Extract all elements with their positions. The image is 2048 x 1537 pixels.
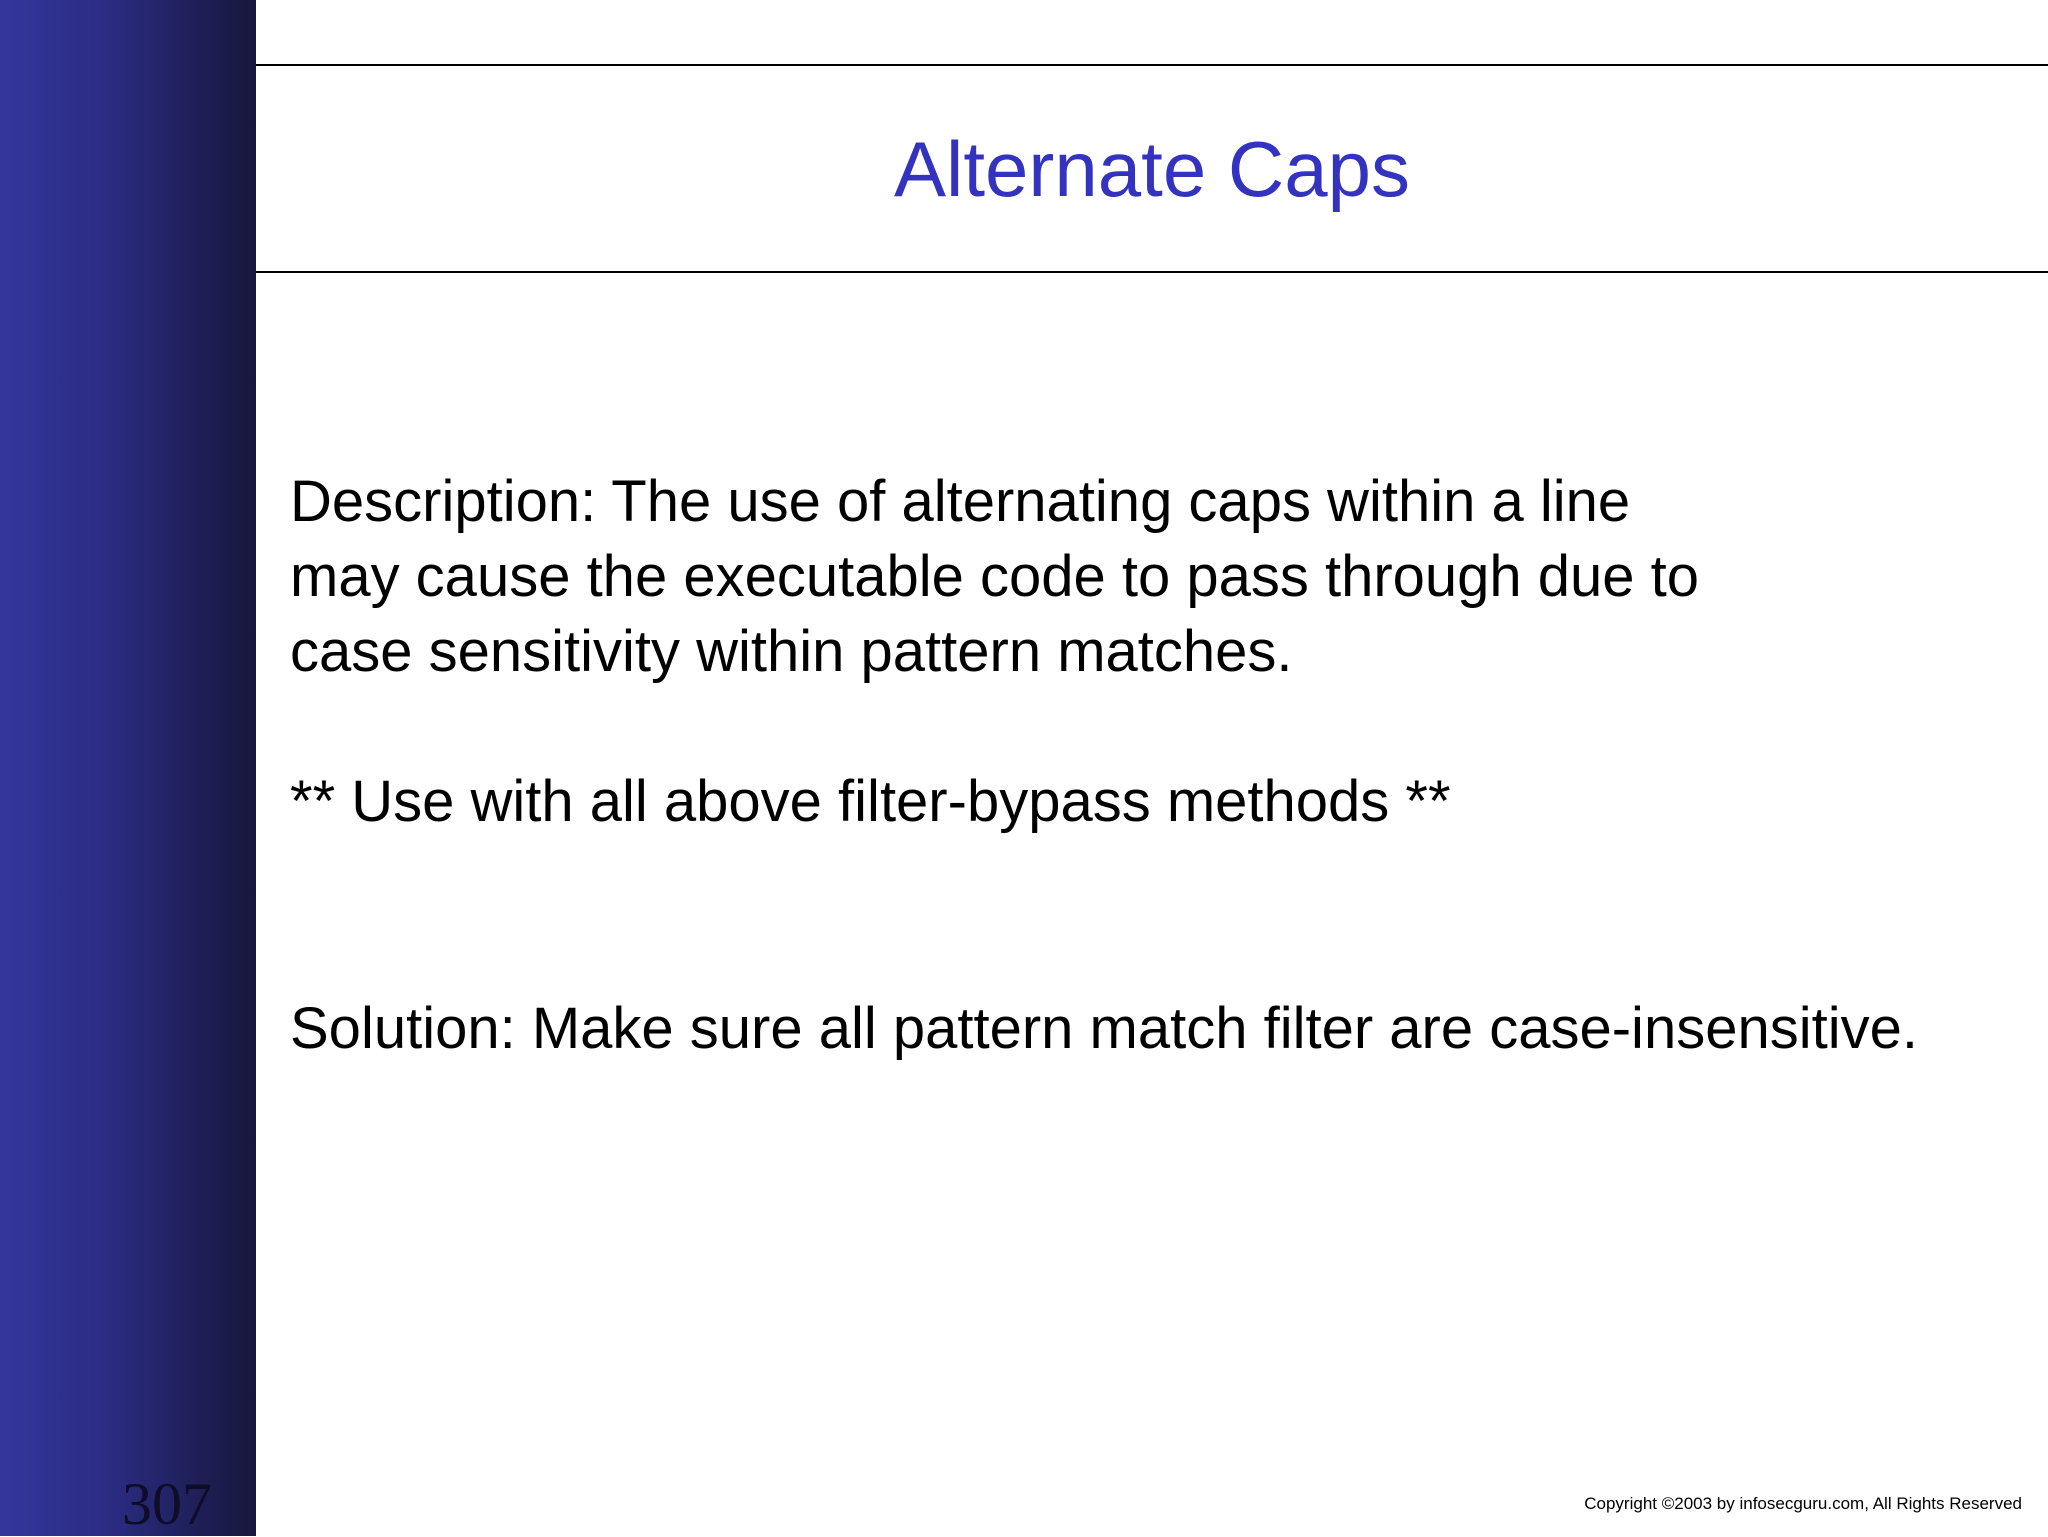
solution-text: Solution: Make sure all pattern match filter are case-insensitive.: [290, 996, 1918, 1061]
description-line: case sensitivity within pattern matches.: [290, 619, 1293, 684]
title-top-rule: [256, 64, 2048, 66]
description-line: may cause the executable code to pass through due to: [290, 544, 1700, 609]
sidebar-band: [0, 0, 256, 1536]
title-bottom-rule: [256, 271, 2048, 273]
copyright-notice: Copyright ©2003 by infosecguru.com, All Rights Reserved: [1584, 1494, 2022, 1513]
description-line: Description: The use of alternating caps within a line: [290, 469, 1631, 534]
description-text: [290, 464, 1699, 689]
slide-number: 307: [122, 1471, 212, 1537]
slide-title: Alternate Caps: [894, 125, 1410, 213]
note-text: ** Use with all above filter-bypass methods **: [290, 769, 1451, 834]
